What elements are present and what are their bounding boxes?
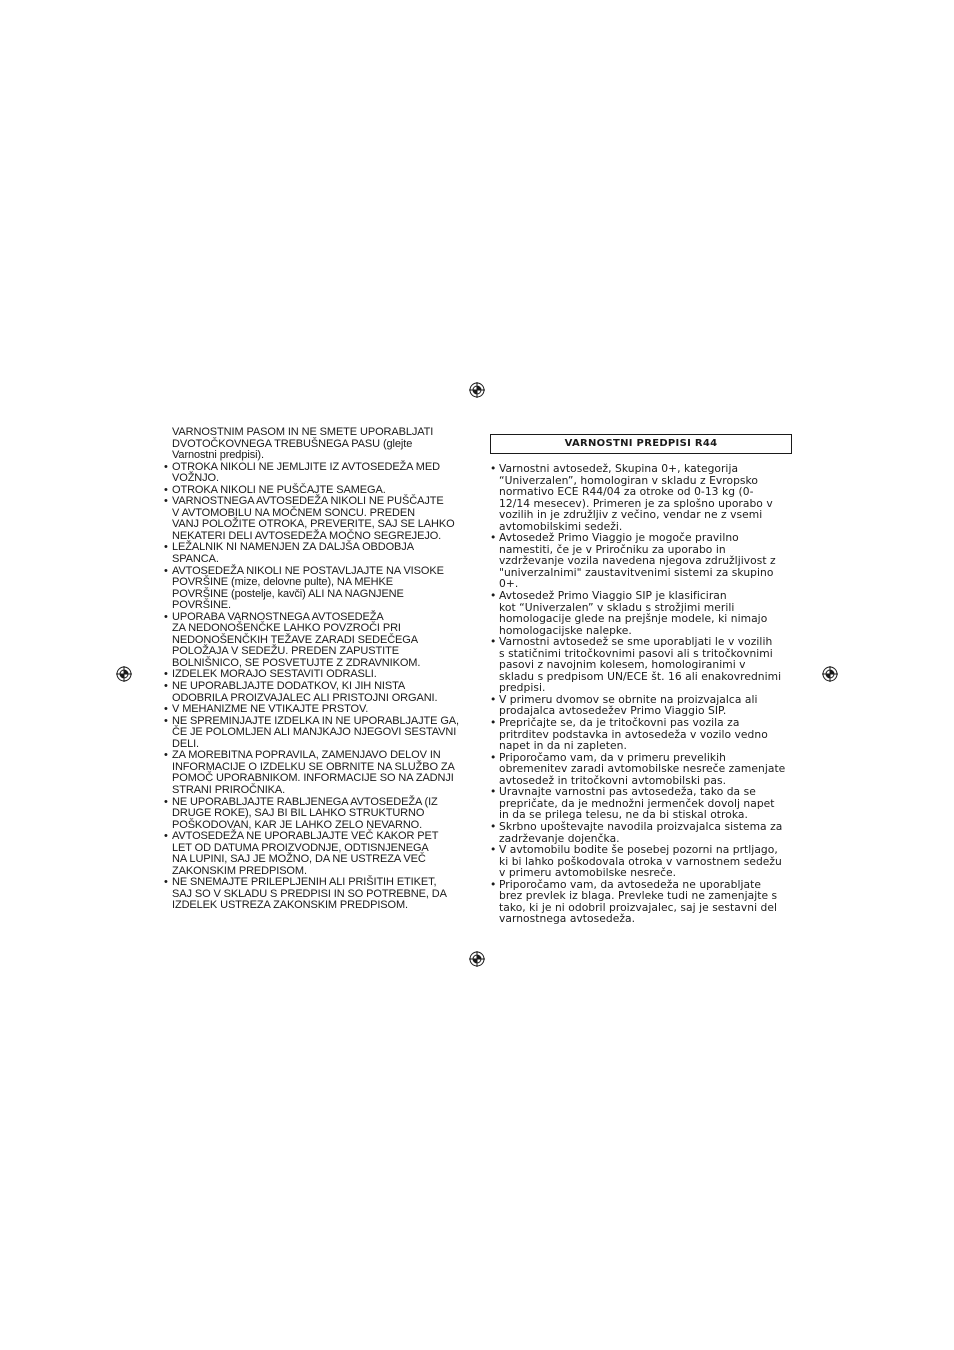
text-line: pritrditev podstavka in avtosedeža v vozilo vedno <box>499 727 768 741</box>
text-line: normativo ECE R44/04 za otroke od 0-13 kg (0- <box>499 485 754 499</box>
text-line: • UPORABA VARNOSTNEGA AVTOSEDEŽA <box>172 610 384 623</box>
list-item <box>164 542 462 565</box>
registration-mark-icon <box>469 382 485 398</box>
text-line: • NE UPORABLJAJTE DODATKOV, KI JIH NISTA <box>172 680 406 693</box>
text-line: POLOŽAJA V SEDEŽU. PREDEN ZAPUSTITE <box>172 645 399 658</box>
text-line: INFORMACIJE O IZDELKU SE OBRNITE NA SLUŽBO ZA <box>172 760 455 773</box>
registration-mark-icon <box>116 666 132 682</box>
text-line: kot “Univerzalen” v skladu s strožjimi merili <box>499 600 735 614</box>
text-line: IZDELEK USTREZA ZAKONSKIM PREDPISOM. <box>172 899 408 912</box>
text-line: vozilih in je združljiv z večino, vendar ne z vsemi <box>499 508 763 522</box>
text-line: prepričate, da je mednožni jermenček dovolj napet <box>499 796 775 810</box>
text-line: • NE SNEMAJTE PRILEPLJENIH ALI PRIŠITIH ETIKET, <box>172 876 437 889</box>
text-line: 0+. <box>499 577 519 591</box>
text-line: POVRŠINE (postelje, kavči) ALI NA NAGNJENE <box>172 587 404 600</box>
text-line: NEKATERI DELI AVTOSEDEŽA MOČNO SEGREJEJO. <box>172 529 442 542</box>
text-line: v primeru avtomobilske nesreče. <box>499 866 677 880</box>
text-line: • Avtosedež Primo Viaggio SIP je klasificiran <box>499 589 727 603</box>
text-line: • OTROKA NIKOLI NE PUŠČAJTE SAMEGA. <box>172 483 386 496</box>
text-line: • Priporočamo vam, da v primeru prevelikih <box>499 750 726 764</box>
list-item <box>490 879 792 925</box>
text-line: "univerzalnimi" zaustavitvenimi sistemi za skupino <box>499 565 774 579</box>
text-line: VARNOSTNIM PASOM IN NE SMETE UPORABLJATI <box>172 426 434 438</box>
list-item <box>490 532 792 590</box>
text-line: homologacije glede na prejšnje modele, ki nimajo <box>499 612 768 626</box>
text-line: in da se prilega telesu, ne da bi stiskal otroka. <box>499 808 748 822</box>
text-line: ki bi lahko poškodovala otroka v varnostnem sedežu <box>499 854 782 868</box>
text-line: • Avtosedež Primo Viaggio je mogoče pravilno <box>499 531 739 545</box>
text-line: tako, ki je ni odobril proizvajalec, saj je sestavni del <box>499 900 778 914</box>
text-line: avtosedež in tritočkovni avtomobilski pas. <box>499 773 727 787</box>
text-line: LET OD DATUMA PROIZVODNJE, ODTISNJENEGA <box>172 841 429 854</box>
text-line: • OTROKA NIKOLI NE JEMLJITE IZ AVTOSEDEŽA MED <box>172 460 440 473</box>
continuation-text <box>164 427 462 462</box>
text-line: s statičnimi tritočkovnimi pasovi ali s tritočkovnimi <box>499 646 773 660</box>
text-line: V AVTOMOBILU NA MOČNEM SONCU. PREDEN <box>172 506 415 519</box>
list-item <box>164 566 462 612</box>
list-item <box>164 681 462 704</box>
list-item <box>490 786 792 821</box>
left-column <box>164 427 462 912</box>
text-line: Varnostni predpisi). <box>172 449 264 462</box>
text-line: napet in da ni zapleten. <box>499 739 627 753</box>
text-line: homologacijske nalepke. <box>499 623 632 637</box>
regulations-list <box>490 463 792 925</box>
text-line: prodajalca avtosedežev Primo Viaggio SIP. <box>499 704 727 718</box>
text-line: DVOTOČKOVNEGA TREBUŠNEGA PASU (glejte <box>172 437 413 450</box>
text-line: pasovi z navojnim kolesem, homologiranimi v <box>499 658 746 672</box>
text-line: • V MEHANIZME NE VTIKAJTE PRSTOV. <box>172 703 369 716</box>
list-item <box>164 462 462 485</box>
list-item <box>490 821 792 844</box>
list-item <box>164 797 462 832</box>
text-line: BOLNIŠNICO, SE POSVETUJTE Z ZDRAVNIKOM. <box>172 656 421 669</box>
list-item <box>164 877 462 912</box>
text-line: zadrževanje dojenčka. <box>499 831 620 845</box>
text-line: STRANI PRIROČNIKA. <box>172 783 286 796</box>
text-line: POVRŠINE. <box>172 599 232 612</box>
text-line: • NE UPORABLJAJTE RABLJENEGA AVTOSEDEŽA (IZ <box>172 795 438 808</box>
list-item <box>490 752 792 787</box>
text-line: skladu s predpisom UN/ECE št. 16 ali enakovrednimi <box>499 669 782 683</box>
text-line: ČE JE POLOMLJEN ALI MANJKAJO NJEGOVI SESTAVNI <box>172 726 457 739</box>
list-item <box>164 704 462 716</box>
text-line: “Univerzalen”, homologiran v skladu z Evropsko <box>499 473 758 487</box>
section-heading: VARNOSTNI PREDPISI R44 <box>490 434 792 454</box>
list-item <box>490 844 792 879</box>
text-line: • LEŽALNIK NI NAMENJEN ZA DALJŠA OBDOBJA <box>172 541 414 554</box>
list-item <box>164 716 462 751</box>
text-line: • AVTOSEDEŽA NE UPORABLJAJTE VEČ KAKOR PET <box>172 830 439 843</box>
text-line: • IZDELEK MORAJO SESTAVITI ODRASLI. <box>172 668 377 681</box>
text-line: NA LUPINI, SAJ JE MOŽNO, DA NE USTREZA VEČ <box>172 853 426 866</box>
text-line: ODOBRILA PROIZVAJALEC ALI PRISTOJNI ORGANI. <box>172 691 438 704</box>
text-line: VOŽNJO. <box>172 472 219 485</box>
text-line: • Uravnajte varnostni pas avtosedeža, tako da se <box>499 785 756 799</box>
text-line: POMOČ UPORABNIKOM. INFORMACIJE SO NA ZADNJI <box>172 772 454 785</box>
list-item <box>490 694 792 717</box>
text-line: SAJ SO V SKLADU S PREDPISI IN SO POTREBNE, DA <box>172 887 447 900</box>
text-line: • ZA MOREBITNA POPRAVILA, ZAMENJAVO DELOV IN <box>172 749 441 762</box>
text-line: DELI. <box>172 737 200 750</box>
text-line: • V avtomobilu bodite še posebej pozorni na prtljago, <box>499 843 778 857</box>
text-line: avtomobilskimi sedeži. <box>499 519 623 533</box>
text-line: obremenitev zaradi avtomobilske nesreče zamenjate <box>499 762 786 776</box>
text-line: POVRŠINE (mize, delovne pulte), NA MEHKE <box>172 576 393 589</box>
list-item <box>164 612 462 670</box>
text-line: • AVTOSEDEŽA NIKOLI NE POSTAVLJAJTE NA VISOKE <box>172 564 444 577</box>
text-line: varnostnega avtosedeža. <box>499 912 636 926</box>
warning-list <box>164 462 462 912</box>
list-item <box>490 636 792 694</box>
text-line: vzdrževanje vozila navedena njegova združljivost z <box>499 554 776 568</box>
list-item <box>490 717 792 752</box>
text-line: brez prevlek iz blaga. Prevleke tudi ne zamenjajte s <box>499 889 778 903</box>
list-item <box>490 590 792 636</box>
text-line: NEDONOŠENČKIH TEŽAVE ZARADI SEDEČEGA <box>172 633 418 646</box>
text-line: • Varnostni avtosedež, Skupina 0+, kategorija <box>499 462 739 475</box>
text-line: • Skrbno upoštevajte navodila proizvajalca sistema za <box>499 819 783 833</box>
text-line: • Priporočamo vam, da avtosedeža ne uporabljate <box>499 877 761 891</box>
text-line: • Prepričajte se, da je tritočkovni pas vozila za <box>499 716 740 730</box>
text-line: namestiti, če je v Priročniku za uporabo in <box>499 542 726 556</box>
text-line: DRUGE ROKE), SAJ BI BIL LAHKO STRUKTURNO <box>172 807 425 820</box>
text-line: 12/14 mesecev). Primeren je za splošno uporabo v <box>499 496 773 510</box>
text-line: • Varnostni avtosedež se sme uporabljati le v vozilih <box>499 635 773 649</box>
list-item <box>164 750 462 796</box>
registration-mark-icon <box>469 951 485 967</box>
list-item <box>164 496 462 542</box>
registration-mark-icon <box>822 666 838 682</box>
text-line: predpisi. <box>499 681 546 695</box>
text-line: • VARNOSTNEGA AVTOSEDEŽA NIKOLI NE PUŠČAJTE <box>172 495 444 508</box>
text-line: ZA NEDONOŠENČKE LAHKO POVZROČI PRI <box>172 622 401 635</box>
text-line: VANJ POLOŽITE OTROKA, PREVERITE, SAJ SE LAHKO <box>172 518 455 531</box>
list-item <box>164 831 462 877</box>
list-item <box>490 463 792 532</box>
text-line: POŠKODOVAN, KAR JE LAHKO ZELO NEVARNO. <box>172 818 423 831</box>
text-line: SPANCA. <box>172 553 219 566</box>
text-line: • NE SPREMINJAJTE IZDELKA IN NE UPORABLJAJTE GA, <box>172 714 459 727</box>
right-column <box>490 434 792 925</box>
text-line: ZAKONSKIM PREDPISOM. <box>172 864 307 877</box>
text-line: • V primeru dvomov se obrnite na proizvajalca ali <box>499 692 758 706</box>
